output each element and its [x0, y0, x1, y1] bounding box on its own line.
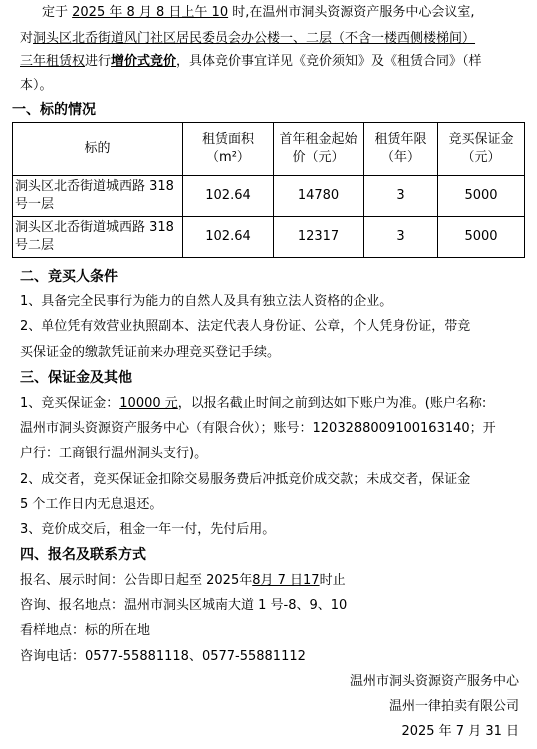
lease-term: 三年租赁权 [20, 54, 86, 69]
table-cell: 12317 [274, 217, 364, 258]
sec3-p1a [20, 395, 486, 413]
table-cell: 5000 [438, 217, 525, 258]
intro-text: 对 [20, 31, 34, 46]
intro-text: 进行 [85, 54, 112, 69]
registration-label: 时止 [319, 573, 346, 588]
issuer-1: 温州市洞头资源资产服务中心 [349, 674, 519, 689]
table-cell: 3 [364, 176, 438, 217]
sec2-p2a: 2、单位凭有效营业执照副本、法定代表人身份证、公章，个人凭身份证，带竞 [20, 319, 471, 334]
section-2-title: 二、竞买人条件 [20, 269, 118, 285]
table-header-row [13, 123, 525, 176]
issuer-2: 温州一律拍卖有限公司 [388, 699, 519, 714]
section-4-title: 四、报名及联系方式 [20, 547, 146, 563]
sec3-p3: 3、竞价成交后，租金一年一付，先付后用。 [20, 522, 276, 537]
sec3-p2b: 5 个工作日内无息退还。 [20, 497, 163, 512]
sec3-p1c: 温州市洞头资源资产服务中心（有限合伙）；账号：1203288009100163140；开 [20, 421, 496, 436]
deposit-amount: 10000 元 [119, 396, 178, 411]
table-cell: 102.64 [183, 176, 274, 217]
table-header-cell: 标的 [13, 123, 183, 176]
intro-text: ，具体竞价事宜详见《竞价须知》及《租赁合同》（样 [176, 54, 482, 69]
deposit-text: 1、竞买保证金： [20, 396, 120, 411]
table-header-cell: 租赁年限（年） [364, 123, 438, 176]
section-3-title: 三、保证金及其他 [20, 370, 132, 386]
table-row [13, 176, 525, 217]
table-cell: 3 [364, 217, 438, 258]
intro-text: 时,在温州市洞头资源资产服务中心会议室, [228, 5, 475, 20]
section-1-title: 一、标的情况 [12, 102, 96, 118]
contact-phone: 咨询电话：0577-55881118、0577-55881112 [20, 649, 306, 664]
intro-line-4: 本）。 [20, 78, 53, 93]
sec3-p1d: 户行：工商银行温州洞头支行)。 [20, 446, 208, 461]
viewing-location: 看样地点：标的所在地 [20, 623, 151, 638]
intro-line-1 [42, 4, 475, 22]
issue-date: 2025 年 7 月 31 日 [401, 724, 519, 739]
table-cell: 102.64 [183, 217, 274, 258]
table-cell: 洞头区北岙街道城西路 318 号一层 [13, 176, 183, 217]
auction-date: 2025 年 8 月 8 日上午 10 [72, 5, 229, 20]
table-cell: 5000 [438, 176, 525, 217]
lot-table [12, 122, 525, 258]
table-header-cell: 租赁面积（m²） [183, 123, 274, 176]
intro-line-3 [20, 53, 482, 71]
deposit-text: ，以报名截止时间之前到达如下账户为准。(账户名称: [177, 396, 487, 411]
intro-line-2 [20, 30, 475, 48]
intro-text: 定于 [42, 5, 73, 20]
auction-method: 增价式竞价 [111, 54, 177, 69]
sec2-p1: 1、具备完全民事行为能力的自然人及具有独立法人资格的企业。 [20, 294, 393, 309]
table-header-cell: 首年租金起始价（元） [274, 123, 364, 176]
registration-deadline: 8月 7 日17 [252, 573, 320, 588]
registration-time [20, 572, 346, 590]
table-row [13, 217, 525, 258]
sec2-p2b: 买保证金的缴款凭证前来办理竞买登记手续。 [20, 345, 281, 360]
table-header-cell: 竞买保证金（元） [438, 123, 525, 176]
auction-target: 洞头区北岙街道风门社区居民委员会办公楼一、二层（不含一楼西侧楼梯间） [33, 31, 476, 46]
table-cell: 14780 [274, 176, 364, 217]
table-cell: 洞头区北岙街道城西路 318 号二层 [13, 217, 183, 258]
registration-address: 咨询、报名地点：温州市洞头区城南大道 1 号-8、9、10 [20, 598, 348, 613]
sec3-p2a: 2、成交者，竞买保证金扣除交易服务费后冲抵竞价成交款；未成交者，保证金 [20, 472, 471, 487]
registration-label: 报名、展示时间：公告即日起至 2025年 [20, 573, 253, 588]
